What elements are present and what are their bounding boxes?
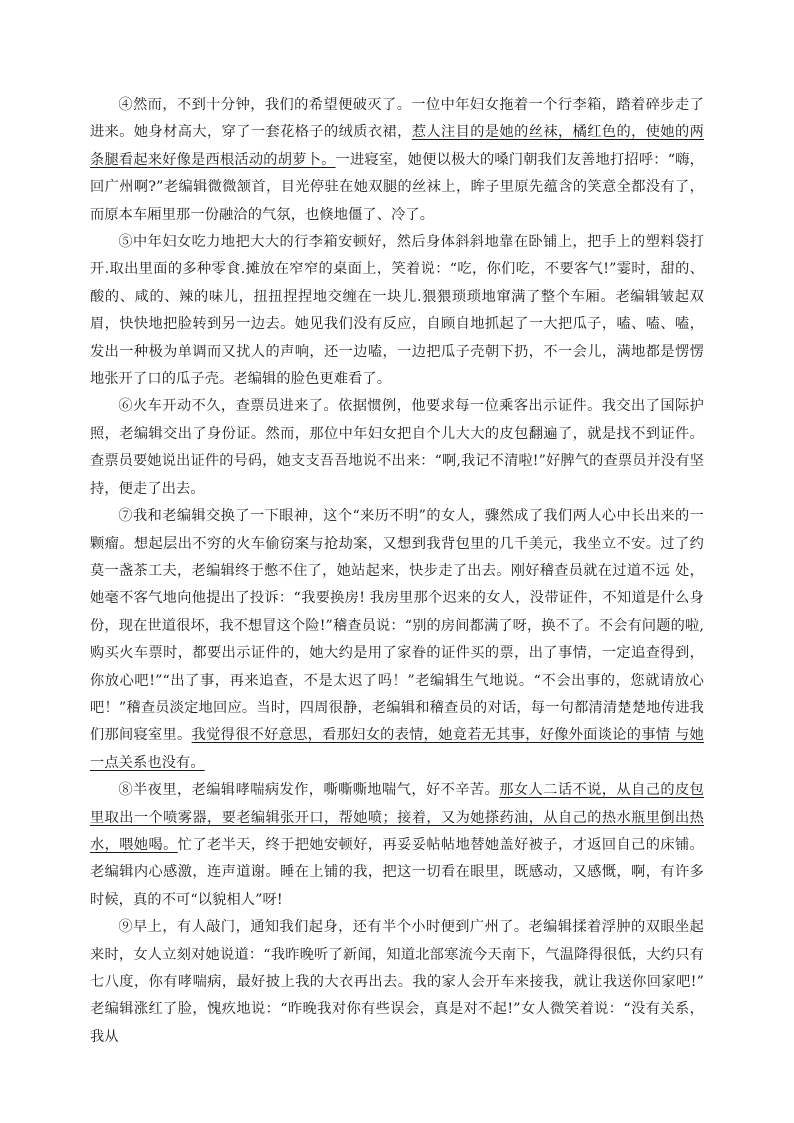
paragraph-4-text-2: 一进寝室，她便以极大的嗓门朝我们友善地打招呼：“嗨，回广州啊?”老编辑微微颔首，目光停驻在她双腿的丝袜上，眸子里原先蕴含的笑意全都没有了，而原本车厢里那一份融洽的气氛，也倏地僵了、冷了。 [90,151,704,223]
paragraph-8-text-1: ⑧半夜里，老编辑哮喘病发作，嘶嘶嘶地喘气，好不辛苦。 [118,782,500,799]
paragraph-7-underlined-sentence: 我觉得很不好意思，看那妇女的表情，她竟若无其事，好像外面谈论的事情 与她一点关系也没有。 [90,727,704,771]
paragraph-7-text: ⑦我和老编辑交换了一下眼神，这个“来历不明”的女人，骤然成了我们两人心中长出来的一颗瘤。想起层出不穷的火车偷窃案与抢劫案，又想到我背包里的几千美元，我坐立不安。过了约莫一盏茶工夫，老编辑终于憋不住了，她站起来，快步走了出去。刚好稽查员就在过道不远 处，她毫不客气地向他提出了投诉：“我要换房! 我房里那个迟来的女人，没带证件，不知道是什么身份，现在世道很坏，我不想冒这个险!”稽查员说：“别的房间都满了呀，换不了。不会有问题的啦,购买火车票时，都要出示证件的，她大约是用了家眷的证件买的票，出了事情，一定追查得到，你放心吧!”“出了事，再来追查，不是太迟了吗！”老编辑生气地说。“不会出事的，您就请放心吧！”稽查员淡定地回应。当时，四周很静，老编辑和稽查员的对话，每一句都清清楚楚地传进我们那间寝室里。 [90,508,704,744]
paragraph-8-underlined-sentence: 那女人二话不说，从自己的皮包里取出一个喷雾器，要老编辑张开口，帮她喷；接着，又为她搽药油，从自己的热水瓶里倒出热水，喂她喝。 [90,782,704,853]
paragraph-6 [90,393,704,503]
paragraph-9 [90,914,704,1051]
paragraph-9-text: ⑨早上，有人敲门，通知我们起身，还有半个小时便到广州了。老编辑揉着浮肿的双眼坐起来时，女人立刻对她说道：“我昨晚听了新闻，知道北部寒流今天南下，气温降得很低，大约只有七八度，你有哮喘病，最好披上我的大衣再出去。我的家人会开车来接我，就让我送你回家吧!” 老编辑涨红了脸，愧疚地说：“昨晚我对你有些误会，真是对不起!”女人微笑着说：“没有关系， 我从 [90,919,704,1045]
paragraph-4-underlined-sentence: 惹人注目的是她的丝袜，橘红色的，使她的两条腿看起来好像是西根活动的胡萝卜。 [90,124,704,168]
paragraph-7 [90,503,704,777]
paragraph-4 [90,92,704,229]
article-body [90,92,704,1051]
paragraph-4-text-1: ④然而，不到十分钟，我们的希望便破灭了。一位中年妇女拖着一个行李箱，踏着碎步走了进来。她身材高大，穿了一套花格子的绒质衣裙， [90,97,704,141]
paragraph-5-text: ⑤中年妇女吃力地把大大的行李箱安顿好，然后身体斜斜地靠在卧铺上，把手上的塑料袋打开.取出里面的多种零食.摊放在窄窄的桌面上，笑着说：“吃，你们吃，不要客气!”霎时，甜的、酸的、咸的、辣的味儿，扭扭捏捏地交缠在一块儿.猥猥琐琐地窜满了整个车厢。老编辑皱起双眉，快快地把脸转到另一边去。她见我们没有反应，自顾自地抓起了一大把瓜子，嗑、嗑、嗑，发出一种极为单调而又扰人的声响，还一边嗑，一边把瓜子壳朝下扔，不一会儿，满地都是愣愣地张开了口的瓜子壳。老编辑的脸色更难看了。 [90,234,704,388]
paragraph-5 [90,229,704,393]
paragraph-8 [90,777,704,914]
paragraph-6-text: ⑥火车开动不久，查票员进来了。依据惯例，他要求每一位乘客出示证件。我交出了国际护照，老编辑交出了身份证。然而，那位中年妇女把自个儿大大的皮包翻遍了，就是找不到证件。查票员要她说出证件的号码，她支支吾吾地说不出来：“啊,我记不清啦!”好脾气的查票员并没有坚持，便走了出去。 [90,398,704,497]
paragraph-8-text-2: 忙了老半天，终于把她安顿好，再妥妥帖帖地替她盖好被子，才返回自己的床铺。老编辑内心感激，连声道谢。睡在上铺的我，把这一切看在眼里，既感动，又感慨，啊，有许多时候，真的不可“以貌相人”呀! [90,836,705,908]
